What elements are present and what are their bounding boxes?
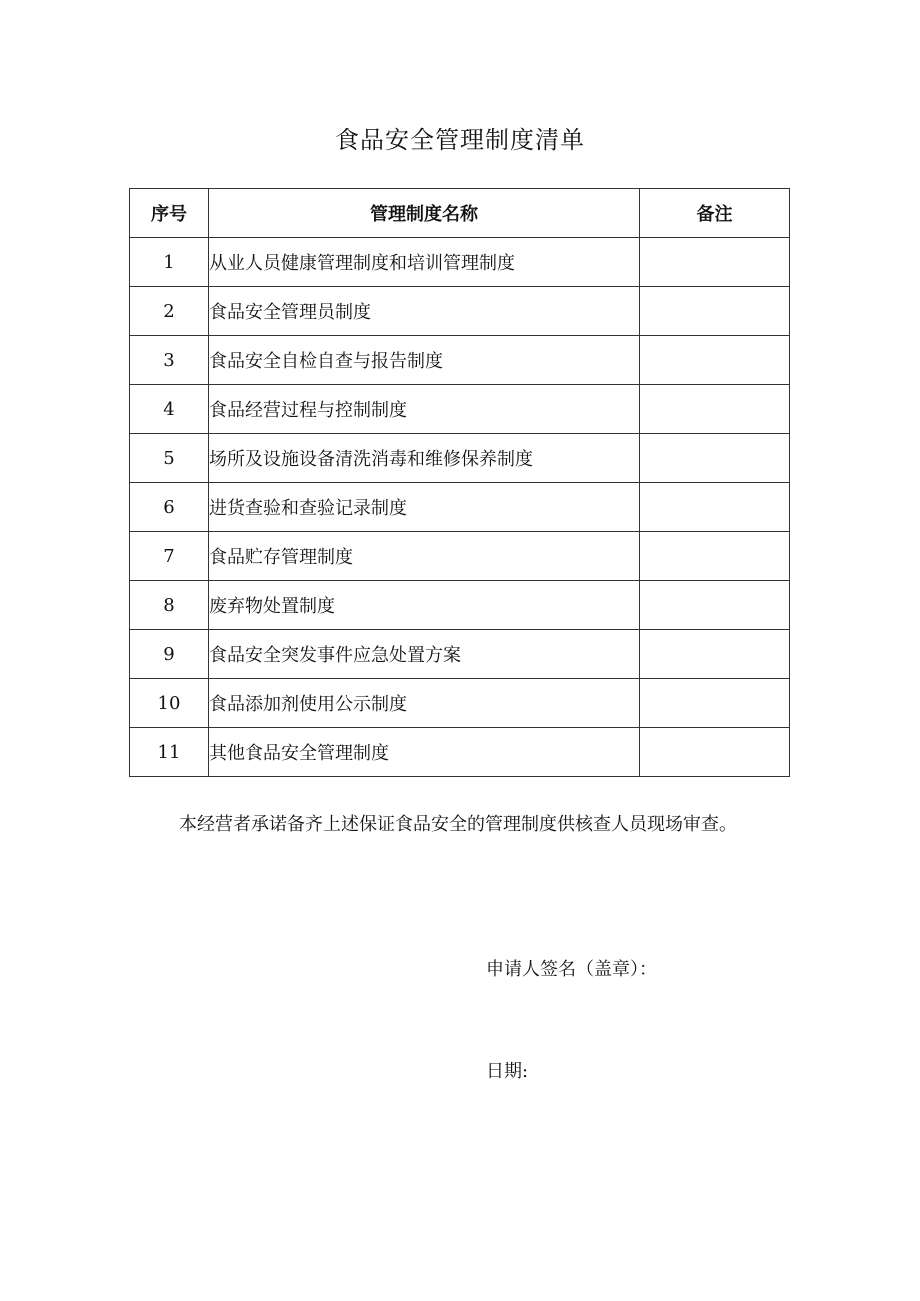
row-remarks xyxy=(640,483,790,532)
document-title: 食品安全管理制度清单 xyxy=(335,126,585,154)
header-remarks: 备注 xyxy=(640,189,790,238)
row-number: 8 xyxy=(130,581,209,630)
table-row xyxy=(130,287,790,336)
table-row xyxy=(130,483,790,532)
table-row xyxy=(130,679,790,728)
row-remarks xyxy=(640,630,790,679)
row-name: 食品安全自检自查与报告制度 xyxy=(209,336,640,385)
row-remarks xyxy=(640,581,790,630)
row-name: 其他食品安全管理制度 xyxy=(209,728,640,777)
header-name: 管理制度名称 xyxy=(209,189,640,238)
row-number: 6 xyxy=(130,483,209,532)
table-row xyxy=(130,728,790,777)
header-number: 序号 xyxy=(130,189,209,238)
row-name: 食品经营过程与控制制度 xyxy=(209,385,640,434)
row-remarks xyxy=(640,728,790,777)
table-row xyxy=(130,630,790,679)
row-number: 11 xyxy=(130,728,209,777)
row-number: 2 xyxy=(130,287,209,336)
row-remarks xyxy=(640,385,790,434)
row-name: 食品添加剂使用公示制度 xyxy=(209,679,640,728)
row-number: 5 xyxy=(130,434,209,483)
row-name: 进货查验和查验记录制度 xyxy=(209,483,640,532)
row-remarks xyxy=(640,238,790,287)
table-row xyxy=(130,434,790,483)
row-remarks xyxy=(640,532,790,581)
row-name: 场所及设施设备清洗消毒和维修保养制度 xyxy=(209,434,640,483)
row-name: 食品安全突发事件应急处置方案 xyxy=(209,630,640,679)
row-number: 7 xyxy=(130,532,209,581)
policy-table xyxy=(129,188,790,777)
table-body xyxy=(130,238,790,777)
table-row xyxy=(130,238,790,287)
row-remarks xyxy=(640,679,790,728)
row-number: 4 xyxy=(130,385,209,434)
row-number: 10 xyxy=(130,679,209,728)
table-header-row xyxy=(130,189,790,238)
date-label: 日期: xyxy=(486,1061,529,1082)
row-number: 1 xyxy=(130,238,209,287)
row-remarks xyxy=(640,336,790,385)
row-name: 食品安全管理员制度 xyxy=(209,287,640,336)
row-name: 食品贮存管理制度 xyxy=(209,532,640,581)
table-row xyxy=(130,385,790,434)
row-name: 废弃物处置制度 xyxy=(209,581,640,630)
signature-label: 申请人签名（盖章）： xyxy=(486,959,657,980)
table-row xyxy=(130,532,790,581)
pledge-text: 本经营者承诺备齐上述保证食品安全的管理制度供核查人员现场审查。 xyxy=(179,814,737,835)
table-row xyxy=(130,336,790,385)
row-name: 从业人员健康管理制度和培训管理制度 xyxy=(209,238,640,287)
row-remarks xyxy=(640,287,790,336)
row-remarks xyxy=(640,434,790,483)
table-row xyxy=(130,581,790,630)
row-number: 3 xyxy=(130,336,209,385)
row-number: 9 xyxy=(130,630,209,679)
